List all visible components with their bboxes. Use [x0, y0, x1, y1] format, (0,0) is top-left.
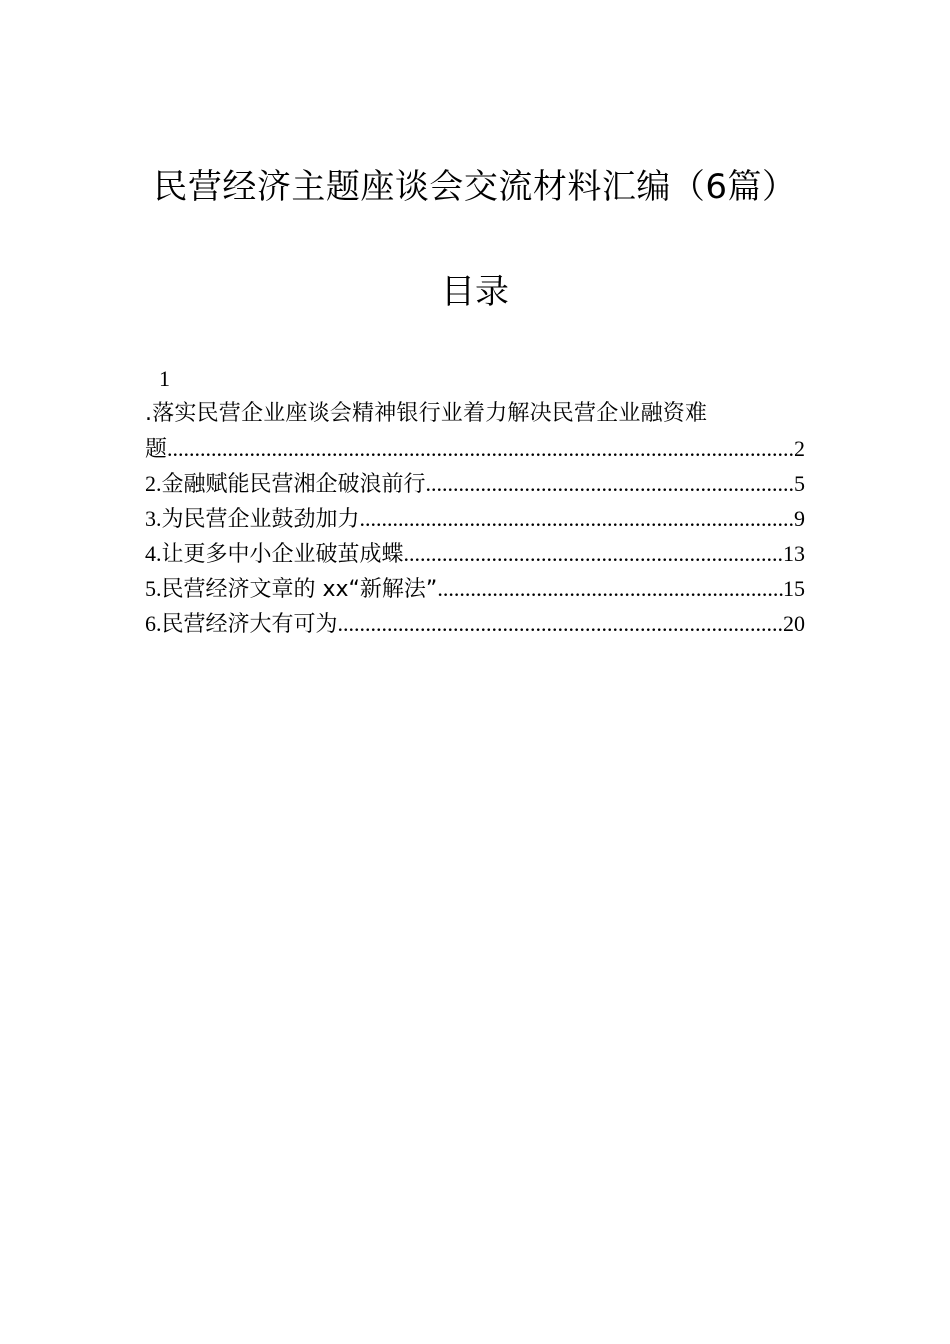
toc-entry-page: 13	[783, 541, 805, 566]
toc-leader-dots	[360, 501, 794, 536]
toc-entry-text: 金融赋能民营湘企破浪前行	[161, 472, 426, 497]
toc-entry-4[interactable]	[145, 536, 805, 571]
toc-entry-1-text: .落实民营企业座谈会精神银行业着力解决民营企业融资难	[145, 401, 708, 426]
toc-entry-1-line2[interactable]	[145, 431, 805, 466]
toc-entry-page: 20	[783, 611, 805, 636]
toc-entry-text: 让更多中小企业破茧成蝶	[161, 542, 404, 567]
toc-entry-page: 15	[783, 576, 805, 601]
toc-entry-1-text-continued: 题	[145, 437, 168, 462]
toc-entry-number: 4.	[145, 541, 162, 566]
toc-entry-number: 6.	[145, 611, 162, 636]
toc-entry-1-number: 1	[159, 366, 170, 391]
toc-entry-text: 民营经济大有可为	[161, 612, 338, 637]
toc-entry-number: 3.	[145, 506, 162, 531]
toc-entry-text: 为民营企业鼓劲加力	[161, 507, 360, 532]
toc-entry-page: 9	[794, 506, 805, 531]
toc-leader-dots	[167, 431, 794, 466]
toc-entry-text: 民营经济文章的 xx“新解法”	[161, 577, 438, 602]
toc-entry-2[interactable]	[145, 466, 805, 501]
table-of-contents	[145, 362, 805, 641]
toc-leader-dots	[338, 606, 783, 641]
toc-entry-1-page: 2	[794, 436, 805, 461]
toc-entry-page: 5	[794, 471, 805, 496]
toc-leader-dots	[404, 536, 783, 571]
toc-heading: 目录	[441, 272, 509, 312]
toc-entry-5[interactable]	[145, 571, 805, 606]
toc-entry-number: 2.	[145, 471, 162, 496]
toc-leader-dots	[426, 466, 794, 501]
toc-entry-number: 5.	[145, 576, 162, 601]
document-title: 民营经济主题座谈会交流材料汇编（6篇）	[153, 167, 797, 207]
toc-leader-dots	[437, 571, 783, 606]
toc-entry-3[interactable]	[145, 501, 805, 536]
toc-entry-1-line1[interactable]	[145, 396, 805, 431]
toc-entry-6[interactable]	[145, 606, 805, 641]
